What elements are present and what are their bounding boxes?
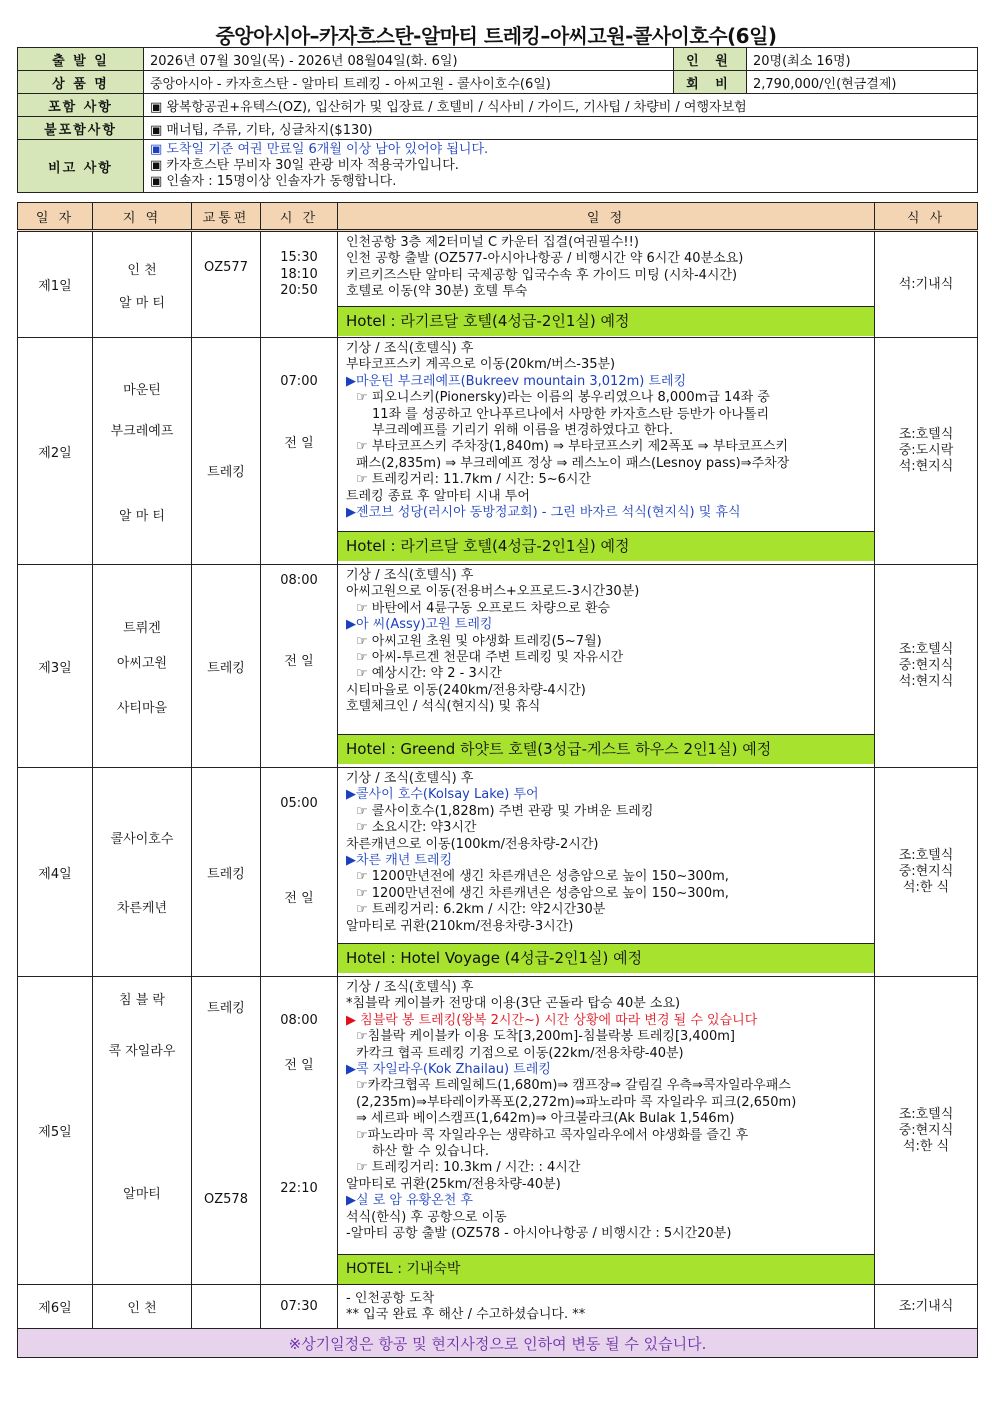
plan-line: 패스(2,835m) ⇒ 부크레예프 정상 ⇒ 레스노이 패스(Lesnoy pass)⇒주차장 — [356, 455, 790, 471]
transport: 트레킹 — [192, 565, 261, 768]
plan-line: ☞ 트레킹거리: 11.7km / 시간: 5~6시간 — [356, 472, 592, 488]
time: 07:30 — [261, 1285, 338, 1329]
remark-visa: ▣ 카자흐스탄 무비자 30일 관광 비자 적용국가입니다. — [150, 158, 459, 173]
plan-line: ☞ 트레킹거리: 10.3km / 시간: : 4시간 — [356, 1160, 581, 1176]
location: 콜사이호수 — [110, 832, 174, 847]
meal: 조:기내식 — [875, 1285, 978, 1329]
day-locations — [93, 565, 192, 768]
day-plan — [338, 1285, 875, 1329]
incl-value: ▣ 왕복항공권+유텍스(OZ), 입산허가 및 입장료 / 호텔비 / 식사비 / 가이드, 기사팁 / 차량비 / 여행자보험 — [144, 94, 978, 117]
plan-line: - 인천공항 도착 — [346, 1290, 435, 1306]
plan-line: 하산 할 수 있습니다. — [372, 1144, 489, 1160]
plan-line: ☞ 트레킹거리: 6.2km / 시간: 약2시간30분 — [356, 902, 606, 918]
footer-row — [18, 1329, 978, 1358]
transport: 트레킹 — [207, 1001, 245, 1016]
col-meal: 식 사 — [875, 203, 978, 231]
plan-line: ☞ 예상시간: 약 2 - 3시간 — [356, 666, 502, 682]
meal: 중:도시락 — [898, 443, 954, 458]
day-locations — [93, 768, 192, 977]
plan-line: ☞ 아씨-투르겐 천문대 주변 트레킹 및 자유시간 — [356, 650, 624, 666]
remark-passport: ▣ 도착일 기준 여권 만료일 6개월 이상 남아 있어야 됩니다. — [150, 142, 489, 157]
plan-line: 트레킹 종료 후 알마티 시내 투어 — [346, 488, 530, 504]
plan-line: 호텔체크인 / 석식(현지식) 및 휴식 — [346, 699, 541, 715]
location: 알마티 — [123, 1187, 161, 1202]
day-plan — [338, 977, 875, 1285]
col-plan: 일 정 — [338, 203, 875, 231]
day-label: 제5일 — [18, 977, 93, 1285]
meal: 조:호텔식 — [898, 427, 954, 442]
fee-label: 회 비 — [674, 71, 747, 94]
plan-line: ▶차른 캐년 트레킹 — [346, 853, 453, 869]
plan-line: ☞ 바탄에서 4륜구동 오프로드 차량으로 환승 — [356, 600, 611, 616]
plan-line: 석식(한식) 후 공항으로 이동 — [346, 1209, 507, 1225]
location: 트뤼겐 — [123, 620, 161, 636]
incl-label: 포함 사항 — [18, 94, 144, 117]
time: 08:00 — [280, 573, 318, 588]
plan-line: 기상 / 조식(호텔식) 후 — [346, 980, 474, 995]
plan-line: 인천 공항 출발 (OZ577-아시아나항공 / 비행시간 약 6시간 40분소요) — [346, 251, 744, 267]
plan-line: ▶실 로 암 유황온천 후 — [346, 1193, 473, 1209]
meal: 조:호텔식 — [898, 1106, 954, 1122]
time: 08:00 — [280, 1013, 318, 1028]
footer-notice: ※상기일정은 항공 및 현지사정으로 인하여 변동 될 수 있습니다. — [18, 1329, 978, 1358]
plan-line: ☞ 피오니스키(Pionersky)라는 이름의 봉우리였으나 8,000m급 14좌 중 — [356, 390, 770, 406]
day-times — [261, 768, 338, 977]
remark-guide: ▣ 인솔자 : 15명이상 인솔자가 동행합니다. — [150, 174, 397, 189]
col-day: 일 자 — [18, 203, 93, 231]
plan-line: ⇒ 세르파 베이스캠프(1,642m)⇒ 아크불라크(Ak Bulak 1,546m) — [356, 1111, 735, 1127]
plan-line: 기상 / 조식(호텔식) 후 — [346, 341, 474, 356]
day-locations — [93, 231, 192, 338]
day-row — [18, 565, 978, 768]
plan-line: ☞ 콜사이호수(1,828m) 주변 관광 및 가벼운 트레킹 — [356, 803, 654, 819]
plan-line: 알마티로 귀환(210km/전용차량-3시간) — [346, 918, 574, 934]
col-time: 시 간 — [261, 203, 338, 231]
plan-line: 차른캐년으로 이동(100km/전용차량-2시간) — [346, 836, 599, 852]
plan-line: 키르키즈스탄 알마티 국제공항 입국수속 후 가이드 미팅 (시차-4시간) — [346, 267, 738, 283]
day-plan — [338, 338, 875, 565]
plan-line: *침블락 케이블카 전망대 이용(3단 곤돌라 탑승 40분 소요) — [346, 996, 681, 1012]
time: 전 일 — [284, 891, 314, 906]
day-meals — [875, 768, 978, 977]
itinerary-header — [18, 203, 978, 231]
day-row — [18, 338, 978, 565]
meal: 석:기내식 — [898, 276, 954, 292]
plan-line: ☞카칵크협곡 트레일헤드(1,680m)⇒ 캠프장⇒ 갈림길 우측⇒콕자일라우패스 — [356, 1078, 791, 1094]
plan-line: 부크레예프를 기리기 위해 이름을 변경하였다고 한다. — [372, 423, 674, 439]
col-loc: 지 역 — [93, 203, 192, 231]
day-row — [18, 1285, 978, 1329]
hotel-bar: Hotel : Hotel Voyage (4성급-2인1실) 예정 — [338, 943, 874, 973]
day-plan — [338, 565, 875, 768]
plan-line: ▶마운틴 부크레예프(Bukreev mountain 3,012m) 트레킹 — [346, 373, 687, 389]
transport: 트레킹 — [192, 338, 261, 565]
plan-line: 11좌 를 성공하고 안나푸르나에서 사망한 카자흐스탄 등반가 아나톨리 — [372, 406, 770, 422]
day-row — [18, 977, 978, 1285]
meal: 중:현지식 — [898, 864, 954, 879]
hotel-bar: HOTEL : 기내숙박 — [338, 1254, 874, 1284]
meal: 석:한 식 — [902, 1138, 950, 1154]
plan-line: ▶젠코브 성당(러시아 동방정교회) - 그린 바자르 석식(현지식) 및 휴식 — [346, 505, 741, 521]
day-label: 제3일 — [18, 565, 93, 768]
time: 15:30 — [280, 250, 318, 265]
plan-line: ☞ 1200만년전에 생긴 차른캐년은 성층암으로 높이 150~300m, — [356, 869, 729, 885]
hotel-bar: Hotel : Greend 하얏트 호텔(3성급-게스트 하우스 2인1실) 예정 — [338, 734, 874, 764]
location: 인 천 — [127, 262, 157, 278]
transport — [192, 1285, 261, 1329]
plan-line: ☞파노라마 콕 자일라우는 생략하고 콕자일라우에서 야생화를 즐긴 후 — [356, 1127, 749, 1143]
plan-line: 호텔로 이동(약 30분) 호텔 투숙 — [346, 284, 528, 300]
day-row — [18, 231, 978, 338]
plan-line: ▶아 씨(Assy)고원 트레킹 — [346, 617, 493, 633]
depart-value: 2026년 07월 30일(목) - 2026년 08월04일(화. 6일) — [144, 48, 674, 71]
day-plan — [338, 231, 875, 338]
location: 인 천 — [93, 1285, 192, 1329]
product-label: 상 품 명 — [18, 71, 144, 94]
location: 알 마 티 — [119, 508, 165, 524]
time: 22:10 — [280, 1181, 318, 1196]
plan-line: ☞ 소요시간: 약3시간 — [356, 820, 477, 836]
day-meals — [875, 977, 978, 1285]
meal: 중:현지식 — [898, 1122, 954, 1138]
time: 전 일 — [284, 654, 314, 669]
day-label: 제1일 — [18, 231, 93, 338]
day-meals — [875, 338, 978, 565]
day-label: 제4일 — [18, 768, 93, 977]
day-times — [261, 338, 338, 565]
time: 20:50 — [280, 283, 318, 298]
day-times — [261, 977, 338, 1285]
transport: OZ578 — [204, 1192, 248, 1207]
time: 전 일 — [284, 1058, 314, 1073]
plan-line: ☞ 아씨고원 초원 및 야생화 트레킹(5~7월) — [356, 633, 602, 649]
page-title: 중앙아시아–카자흐스탄-알마티 트레킹–아씨고원-콜사이호수(6일) — [215, 24, 777, 48]
location: 알 마 티 — [119, 295, 165, 311]
plan-line: ▶ 침블락 봉 트레킹(왕복 2시간~) 시간 상황에 따라 변경 될 수 있습니다 — [346, 1012, 758, 1028]
plan-line: ☞침블락 케이블카 이용 도착[3,200m]-침블락봉 트레킹[3,400m] — [356, 1029, 735, 1045]
pax-value: 20명(최소 16명) — [747, 48, 978, 71]
location: 침 블 락 — [119, 993, 165, 1008]
location: 차른케년 — [116, 901, 168, 916]
plan-line: 인천공항 3층 제2터미널 C 카운터 집결(여권필수!!) — [346, 235, 639, 250]
meal: 석:현지식 — [898, 459, 954, 474]
plan-line: 아씨고원으로 이동(전용버스+오프로드-3시간30분) — [346, 584, 640, 600]
plan-line: 시티마을로 이동(240km/전용차량-4시간) — [346, 682, 586, 698]
pax-label: 인 원 — [674, 48, 747, 71]
transport: 트레킹 — [192, 768, 261, 977]
plan-line: -알마티 공항 출발 (OZ578 - 아시아나항공 / 비행시간 : 5시간20분) — [346, 1226, 732, 1242]
day-locations — [93, 338, 192, 565]
time: 07:00 — [280, 374, 318, 389]
day-times — [261, 565, 338, 768]
plan-line: ☞ 1200만년전에 생긴 차른캐년은 성층암으로 높이 150~300m, — [356, 885, 729, 901]
plan-line: ☞ 부타코프스키 주차장(1,840m) ⇒ 부타코프스키 제2폭포 ⇒ 부타코프스키 — [356, 439, 789, 455]
day-plan — [338, 768, 875, 977]
hotel-bar: Hotel : 라기르달 호텔(4성급-2인1실) 예정 — [338, 306, 874, 336]
itinerary-table — [17, 202, 978, 1358]
location: 마운틴 — [123, 382, 161, 398]
day-meals — [875, 565, 978, 768]
depart-label: 출 발 일 — [18, 48, 144, 71]
day-times — [261, 231, 338, 338]
meal: 중:현지식 — [898, 658, 954, 673]
plan-line: (2,235m)⇒부타레이카폭포(2,272m)⇒파노라마 콕 자일라우 피크(2,650m) — [356, 1094, 797, 1110]
day-row — [18, 768, 978, 977]
remarks — [144, 140, 978, 193]
plan-line: ** 입국 완료 후 해산 / 수고하셨습니다. ** — [346, 1307, 586, 1322]
location: 콕 자일라우 — [108, 1044, 176, 1059]
trip-info-table — [17, 47, 978, 193]
plan-line: 카칵크 협곡 트레킹 기점으로 이동(22km/전용차량-40분) — [356, 1045, 684, 1061]
hotel-bar: Hotel : 라기르달 호텔(4성급-2인1실) 예정 — [338, 531, 874, 561]
plan-line: 부타코프스키 계곡으로 이동(20km/버스-35분) — [346, 357, 616, 373]
location: 부크레예프 — [110, 423, 174, 439]
day-label: 제6일 — [18, 1285, 93, 1329]
meal: 조:호텔식 — [898, 848, 954, 863]
meal: 조:호텔식 — [898, 642, 954, 657]
remark-label: 비고 사항 — [18, 140, 144, 193]
excl-value: ▣ 매너팁, 주류, 기타, 싱글차지($130) — [144, 117, 978, 140]
day-meals — [875, 231, 978, 338]
day-locations — [93, 977, 192, 1285]
plan-line: ▶콜사이 호수(Kolsay Lake) 투어 — [346, 787, 539, 803]
meal: 석:한 식 — [902, 880, 950, 895]
plan-line: ▶콕 자일라우(Kok Zhailau) 트레킹 — [346, 1062, 551, 1078]
day-transports — [192, 977, 261, 1285]
plan-line: 기상 / 조식(호텔식) 후 — [346, 568, 474, 583]
time: 18:10 — [280, 266, 318, 282]
plan-line: 알마티로 귀환(25km/전용차량-40분) — [346, 1176, 561, 1192]
col-transport: 교통편 — [192, 203, 261, 231]
meal: 석:현지식 — [898, 674, 954, 689]
location: 아씨고원 — [116, 655, 168, 671]
time: 전 일 — [284, 436, 314, 451]
transport: OZ577 — [192, 231, 261, 338]
plan-line: 기상 / 조식(호텔식) 후 — [346, 771, 474, 786]
day-label: 제2일 — [18, 338, 93, 565]
time: 05:00 — [280, 796, 318, 811]
excl-label: 불포함사항 — [18, 117, 144, 140]
fee-value: 2,790,000/인(현금결제) — [747, 71, 978, 94]
location: 사티마을 — [116, 700, 168, 716]
product-value: 중앙아시아 - 카자흐스탄 - 알마티 트레킹 - 아씨고원 - 콜사이호수(6일) — [144, 71, 674, 94]
